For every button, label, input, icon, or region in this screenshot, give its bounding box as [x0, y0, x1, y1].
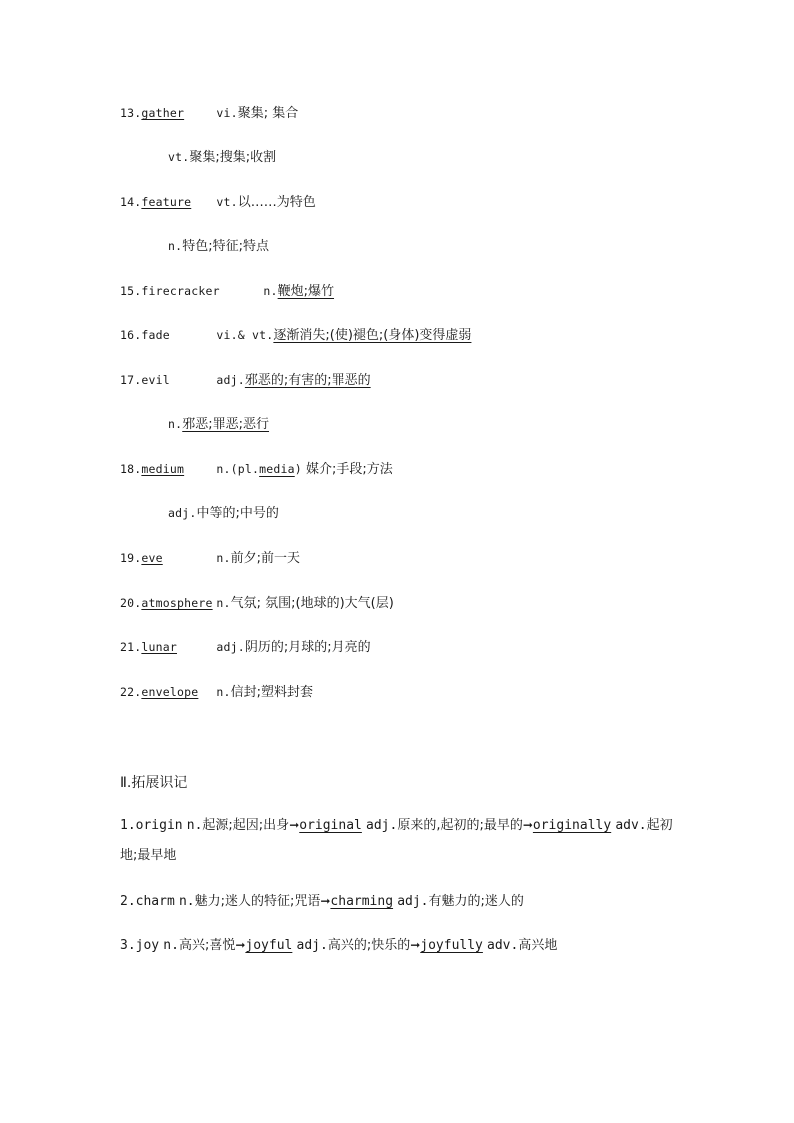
vocab-entry-atmosphere — [120, 594, 394, 613]
vocab-sense — [168, 415, 269, 434]
entry-pos: n.(pl. — [216, 462, 260, 476]
vocab-entry-medium — [120, 460, 393, 479]
vocab-sense — [168, 237, 269, 256]
entry-word: evil — [141, 373, 170, 387]
entry-definition: 鞭炮;爆竹 — [277, 284, 335, 299]
vocab-sense — [168, 504, 279, 523]
entry-definition: 气氛; 氛围;(地球的)大气(层) — [230, 596, 394, 611]
entry-pos: vt. — [168, 150, 190, 164]
entry-definition: 阴历的;月球的;月亮的 — [244, 640, 371, 655]
ext-base-word: origin — [135, 818, 183, 833]
ext-base-word: charm — [135, 894, 175, 909]
vocab-entry-feature — [120, 193, 316, 212]
entry-number: 21. — [120, 640, 142, 654]
ext-derived-definition: 高兴的;快乐的 — [327, 938, 411, 953]
entry-word: firecracker — [141, 284, 220, 298]
entry-pos: n. — [216, 685, 231, 699]
entry-word: medium — [141, 462, 185, 476]
ext-base-definition: 起源;起因;出身 — [202, 818, 290, 833]
entry-pos: vi.& vt. — [216, 328, 274, 342]
entry-pos: n. — [168, 417, 183, 431]
entry-pos: adj. — [168, 506, 197, 520]
extension-entry-charm — [120, 886, 680, 917]
vocab-entry-evil — [120, 371, 371, 390]
vocab-entry-firecracker — [120, 282, 334, 301]
ext-derived-word: joyful — [245, 938, 293, 953]
entry-number: 19. — [120, 551, 142, 565]
entry-number: 20. — [120, 596, 142, 610]
vocab-entry-lunar — [120, 638, 371, 657]
vocab-entry-gather — [120, 104, 298, 123]
entry-pos: vt. — [216, 195, 238, 209]
entry-pos: adj. — [216, 640, 245, 654]
vocab-entry-eve — [120, 549, 300, 568]
vocab-entry-envelope — [120, 683, 313, 702]
entry-definition: 以……为特色 — [237, 195, 316, 210]
ext-derived-word: original — [299, 818, 362, 833]
arrow-icon: ➞ — [235, 938, 246, 952]
ext-base-word: joy — [135, 938, 160, 953]
entry-pos: n. — [216, 596, 231, 610]
entry-pos-close: ) — [294, 462, 302, 476]
vocab-entry-fade — [120, 326, 471, 345]
entry-pos: n. — [263, 284, 278, 298]
ext-derived-definition: 原来的,起初的;最早的 — [397, 818, 523, 833]
entry-number: 22. — [120, 685, 142, 699]
entry-definition: 媒介;手段;方法 — [306, 462, 393, 477]
entry-definition: 逐渐消失;(使)褪色;(身体)变得虚弱 — [273, 328, 472, 343]
ext-derived-pos: adj. — [296, 938, 328, 953]
entry-pos: adj. — [216, 373, 245, 387]
ext-derived-word: originally — [532, 818, 612, 833]
entry-definition: 特色;特征;特点 — [182, 239, 270, 254]
ext-base-definition: 魅力;迷人的特征;咒语 — [194, 894, 321, 909]
arrow-icon: ➞ — [320, 894, 331, 908]
arrow-icon: ➞ — [522, 818, 533, 832]
entry-number: 15. — [120, 284, 142, 298]
entry-number: 14. — [120, 195, 142, 209]
ext-derived-word: charming — [330, 894, 394, 909]
entry-definition: 聚集;搜集;收割 — [189, 150, 277, 165]
ext-base-pos: n. — [186, 818, 203, 833]
entry-word: envelope — [141, 685, 199, 699]
ext-derived-pos: adv. — [487, 938, 519, 953]
arrow-icon: ➞ — [289, 818, 300, 832]
entry-word: eve — [141, 551, 163, 565]
ext-derived-pos: adj. — [366, 818, 398, 833]
vocab-sense — [168, 148, 276, 167]
ext-number: 1. — [120, 818, 136, 833]
ext-derived-pos: adv. — [615, 818, 647, 833]
ext-base-pos: n. — [178, 894, 195, 909]
entry-pos: vi. — [216, 106, 238, 120]
ext-base-definition: 高兴;喜悦 — [178, 938, 236, 953]
ext-derived-pos: adj. — [397, 894, 429, 909]
extension-entry-origin — [120, 810, 680, 871]
entry-definition: 邪恶的;有害的;罪恶的 — [244, 373, 371, 388]
entry-number: 18. — [120, 462, 142, 476]
ext-number: 2. — [120, 894, 136, 909]
entry-definition: 聚集; 集合 — [237, 106, 299, 121]
entry-number: 17. — [120, 373, 142, 387]
ext-number: 3. — [120, 938, 136, 953]
entry-word: feature — [141, 195, 192, 209]
entry-definition: 前夕;前一天 — [230, 551, 301, 566]
entry-word: lunar — [141, 640, 177, 654]
extension-entry-joy — [120, 930, 680, 961]
entry-definition: 信封;塑料封套 — [230, 685, 314, 700]
entry-number: 16. — [120, 328, 142, 342]
entry-number: 13. — [120, 106, 142, 120]
ext-derived-definition: 起初地;最早地 — [120, 818, 673, 863]
entry-word: atmosphere — [141, 596, 213, 610]
ext-base-pos: n. — [163, 938, 179, 953]
ext-derived-definition: 有魅力的;迷人的 — [428, 894, 524, 909]
entry-plural: media — [259, 462, 295, 476]
entry-pos: n. — [216, 551, 231, 565]
entry-word: gather — [141, 106, 185, 120]
section-title: Ⅱ.拓展识记 — [120, 775, 188, 791]
entry-pos: n. — [168, 239, 183, 253]
ext-derived-word: joyfully — [420, 938, 483, 953]
entry-definition: 邪恶;罪恶;恶行 — [182, 417, 270, 432]
ext-derived-definition: 高兴地 — [518, 938, 558, 953]
entry-definition: 中等的;中号的 — [196, 506, 279, 521]
entry-word: fade — [141, 328, 170, 342]
arrow-icon: ➞ — [410, 938, 421, 952]
